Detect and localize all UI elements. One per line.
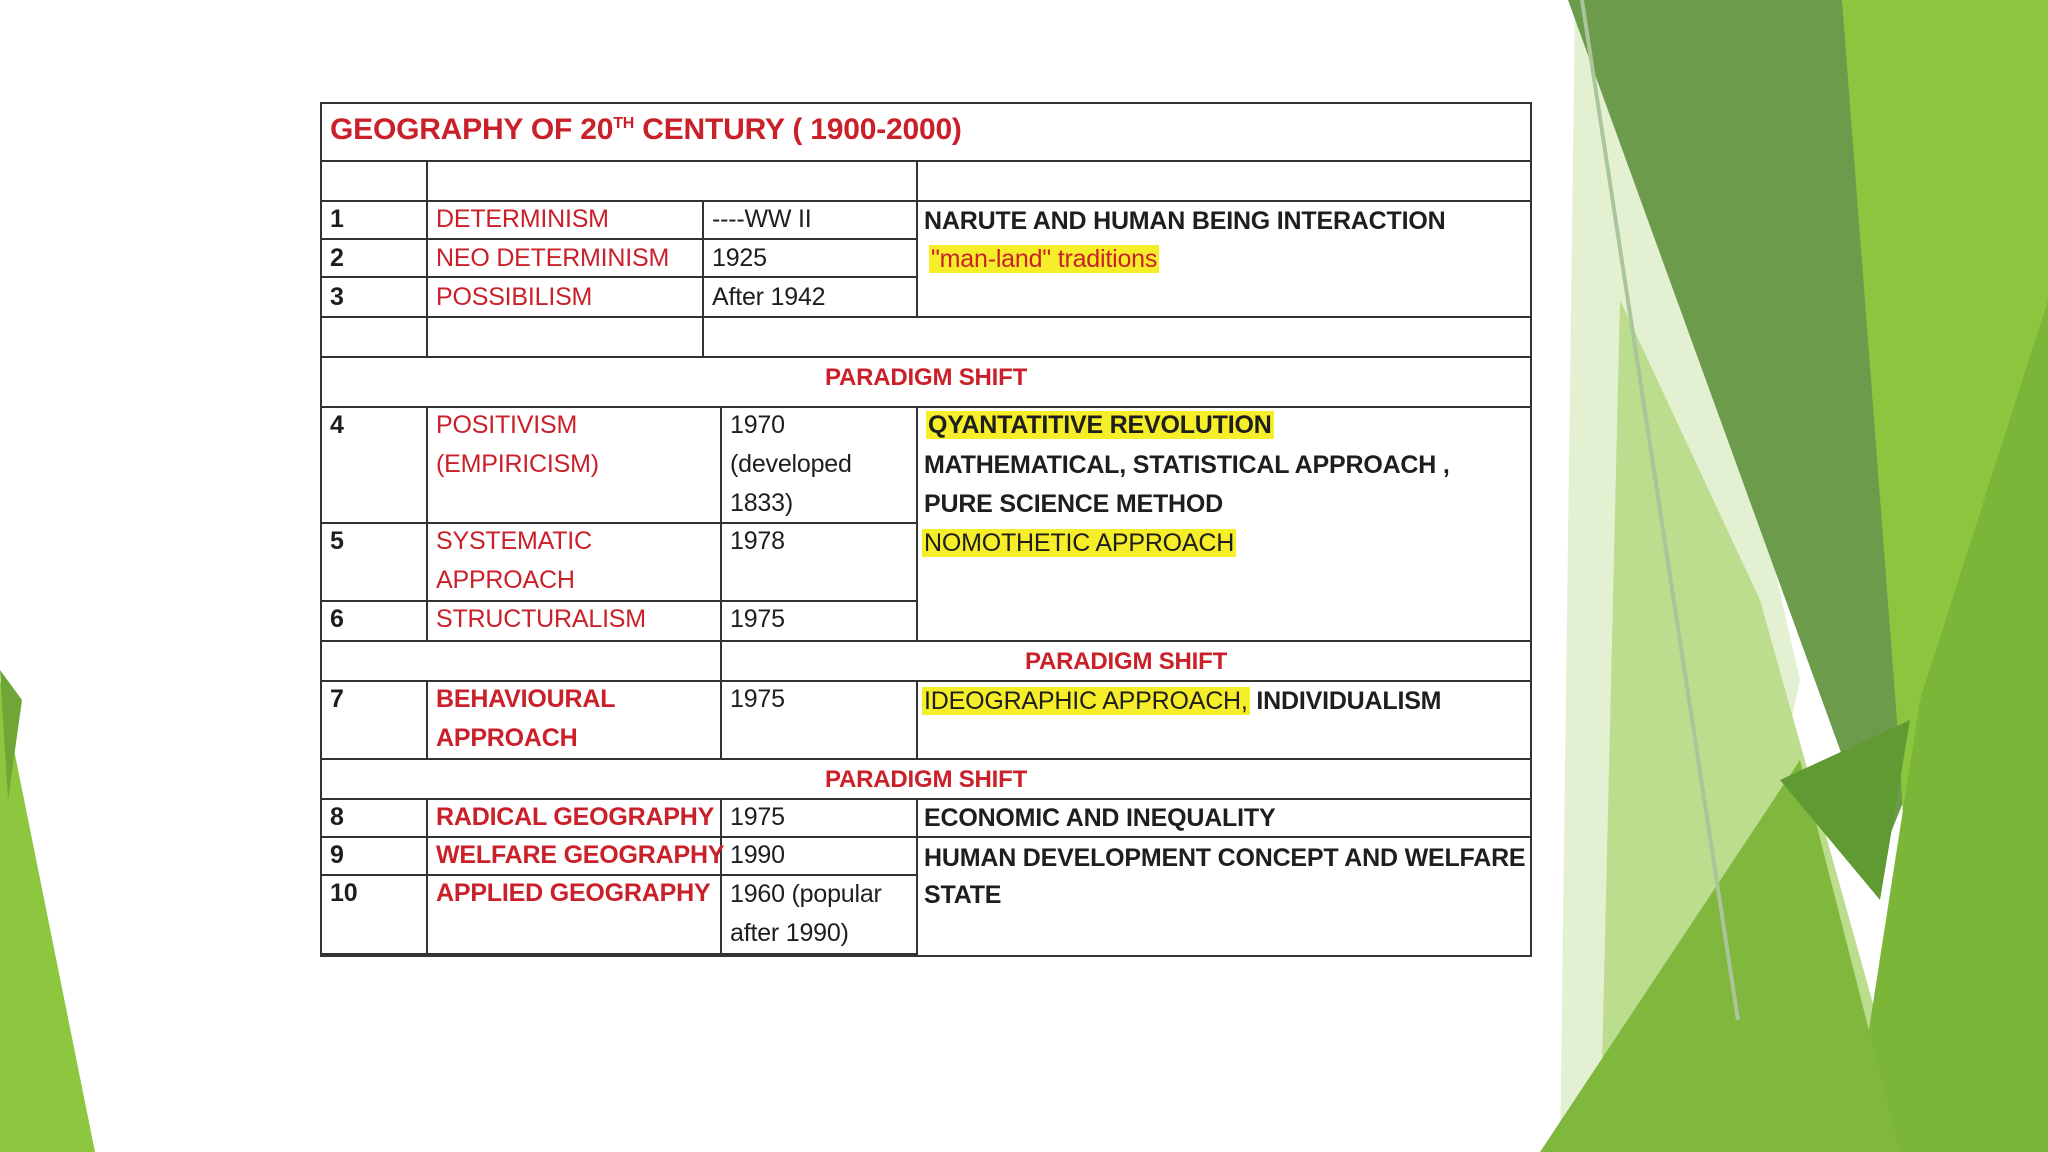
row-number: 1 xyxy=(330,205,344,233)
quantitative-revolution-highlight: QYANTATITIVE REVOLUTION xyxy=(928,411,1272,439)
row-date-line: (developed xyxy=(730,450,852,478)
row-date: After 1942 xyxy=(712,283,826,311)
row-name: WELFARE GEOGRAPHY xyxy=(436,841,725,869)
row-number: 8 xyxy=(330,803,344,831)
row-date: 1978 xyxy=(730,527,785,555)
note-text: HUMAN DEVELOPMENT CONCEPT AND WELFARE xyxy=(924,844,1526,872)
row-number: 5 xyxy=(330,527,344,555)
note-text: NARUTE AND HUMAN BEING INTERACTION xyxy=(924,207,1446,235)
row-number: 2 xyxy=(330,244,344,272)
paradigm-shift-label: PARADIGM SHIFT xyxy=(824,364,1028,391)
note-text: MATHEMATICAL, STATISTICAL APPROACH , xyxy=(924,451,1450,479)
note-highlight xyxy=(929,240,1159,279)
note-text: PURE SCIENCE METHOD xyxy=(924,490,1224,518)
row-name: RADICAL GEOGRAPHY xyxy=(436,803,715,831)
row-name-line: BEHAVIOURAL xyxy=(436,685,616,713)
cell-empty-c1 xyxy=(320,640,722,682)
cell-empty-a1 xyxy=(320,160,428,202)
row-date: 1975 xyxy=(730,605,785,633)
nomothetic-highlight: NOMOTHETIC APPROACH xyxy=(924,529,1235,557)
row-date: 1925 xyxy=(712,244,767,272)
cell-empty-b2 xyxy=(426,316,704,358)
row-number: 4 xyxy=(330,411,344,439)
row-name-line: SYSTEMATIC xyxy=(436,527,592,555)
row-date: ----WW II xyxy=(712,205,812,233)
note-text: ECONOMIC AND INEQUALITY xyxy=(924,804,1276,832)
row-name: POSSIBILISM xyxy=(436,283,593,311)
individualism-text: INDIVIDUALISM xyxy=(1249,687,1442,715)
row-date-line: 1833) xyxy=(730,489,793,517)
row-date-line: 1970 xyxy=(730,411,785,439)
row-date: 1975 xyxy=(730,803,785,831)
row-number: 6 xyxy=(330,605,344,633)
note-text: STATE xyxy=(924,881,1002,909)
cell-empty-b1 xyxy=(320,316,428,358)
row-date: 1990 xyxy=(730,841,785,869)
note-highlight xyxy=(922,524,1236,563)
row-date-line: 1960 (popular xyxy=(730,880,882,908)
row-name: STRUCTURALISM xyxy=(436,605,646,633)
note-text xyxy=(922,682,1441,721)
row-number: 10 xyxy=(330,879,358,907)
man-land-highlight: "man-land" traditions xyxy=(931,245,1158,273)
row-number: 9 xyxy=(330,841,344,869)
row-name-line: POSITIVISM xyxy=(436,411,578,439)
cell-empty-b3 xyxy=(702,316,1532,358)
row-number: 7 xyxy=(330,685,344,713)
row-name-line: APPROACH xyxy=(436,566,575,594)
row-date-line: after 1990) xyxy=(730,919,849,947)
row-name-line: APPROACH xyxy=(436,724,578,752)
row-name-line: (EMPIRICISM) xyxy=(436,450,599,478)
note-highlight xyxy=(926,406,1274,445)
row-name: APPLIED GEOGRAPHY xyxy=(436,879,711,907)
paradigm-shift-label: PARADIGM SHIFT xyxy=(824,766,1028,793)
ideographic-highlight: IDEOGRAPHIC APPROACH, xyxy=(924,687,1248,715)
row-name: DETERMINISM xyxy=(436,205,609,233)
row-name: NEO DETERMINISM xyxy=(436,244,670,272)
row-date: 1975 xyxy=(730,685,785,713)
table-title: GEOGRAPHY OF 20TH CENTURY ( 1900-2000) xyxy=(330,113,962,146)
row-number: 3 xyxy=(330,283,344,311)
paradigm-shift-label: PARADIGM SHIFT xyxy=(1024,648,1228,675)
cell-empty-a3 xyxy=(916,160,1532,202)
cell-empty-a2 xyxy=(426,160,918,202)
